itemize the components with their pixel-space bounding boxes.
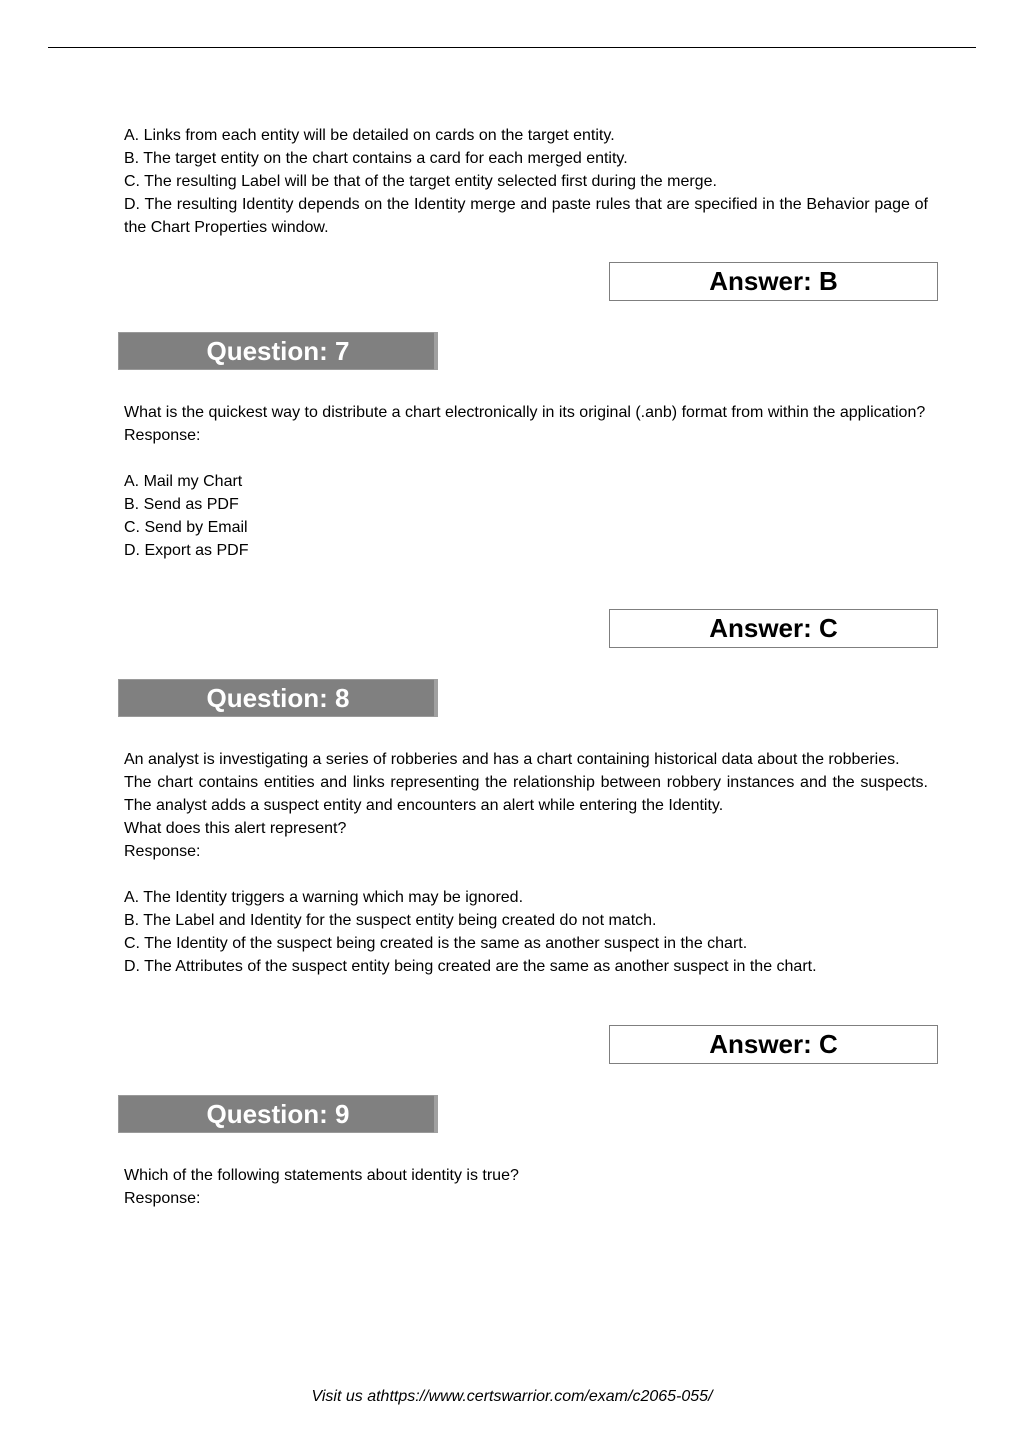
q8-answer-box: Answer: C: [609, 1025, 938, 1064]
q8-question-line-3: What does this alert represent?: [124, 820, 347, 837]
q8-option-a: A. The Identity triggers a warning which may be ignored.: [124, 889, 524, 906]
q6-option-d: D. The resulting Identity depends on the Identity merge and paste rules that are specified in the Behavior page of the Chart Properties window.: [124, 196, 928, 236]
q7-answer-box: Answer: C: [609, 609, 938, 648]
q7-option-a: A. Mail my Chart: [124, 473, 243, 490]
q7-option-b: B. Send as PDF: [124, 496, 239, 513]
q8-question-line-2: The chart contains entities and links representing the relationship between robbery instances and the suspects. The analyst adds a suspect entity and encounters an alert while entering the Identity.: [124, 774, 928, 814]
q9-question: Which of the following statements about identity is true?: [124, 1167, 519, 1184]
q6-option-b: B. The target entity on the chart contains a card for each merged entity.: [124, 150, 628, 167]
q8-heading: [118, 679, 438, 717]
q8-body: [124, 748, 928, 978]
q8-heading-label: Question: 8: [206, 682, 350, 713]
q6-option-a: A. Links from each entity will be detailed on cards on the target entity.: [124, 127, 615, 144]
q8-heading-edge: [434, 679, 438, 717]
q7-heading: [118, 332, 438, 370]
q7-option-c: C. Send by Email: [124, 519, 248, 536]
q7-response-label: Response:: [124, 427, 201, 444]
q9-heading-edge: [434, 1095, 438, 1133]
q9-heading: [118, 1095, 438, 1133]
q6-answer-box: Answer: B: [609, 262, 938, 301]
q7-heading-edge: [434, 332, 438, 370]
q8-option-c: C. The Identity of the suspect being created is the same as another suspect in the chart.: [124, 935, 748, 952]
q7-heading-label: Question: 7: [206, 335, 350, 366]
q7-question: What is the quickest way to distribute a chart electronically in its original (.anb) format from within the application?: [124, 404, 926, 421]
q8-option-d: D. The Attributes of the suspect entity being created are the same as another suspect in the chart.: [124, 958, 817, 975]
q8-option-b: B. The Label and Identity for the suspect entity being created do not match.: [124, 912, 657, 929]
q9-response-label: Response:: [124, 1190, 201, 1207]
q6-option-c: C. The resulting Label will be that of the target entity selected first during the merge.: [124, 173, 717, 190]
q8-response-label: Response:: [124, 843, 201, 860]
q7-option-d: D. Export as PDF: [124, 542, 249, 559]
q8-question-line-1: An analyst is investigating a series of robberies and has a chart containing historical data about the robberies.: [124, 751, 900, 768]
q9-body: [124, 1164, 928, 1210]
footer-link[interactable]: Visit us athttps://www.certswarrior.com/exam/c2065-055/: [311, 1388, 713, 1405]
q9-heading-label: Question: 9: [206, 1098, 350, 1129]
q6-options: [124, 124, 928, 239]
header-rule: [48, 47, 976, 48]
q7-body: [124, 401, 928, 562]
